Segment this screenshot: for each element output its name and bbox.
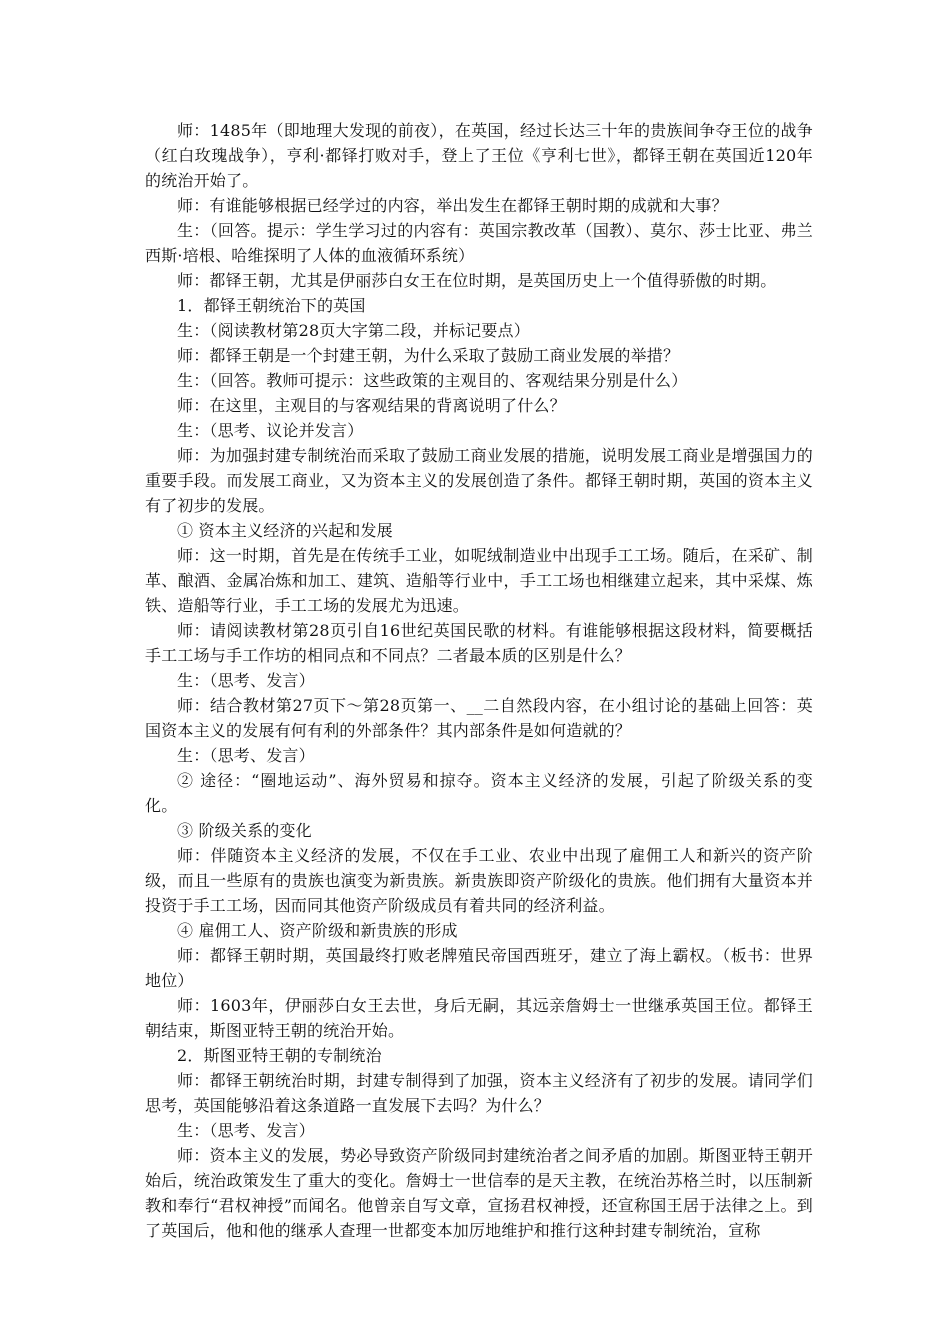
paragraph-22: 师：都铎王朝时期，英国最终打败老牌殖民帝国西班牙，建立了海上霸权。（板书：世界地位） (145, 946, 813, 990)
paragraph-20: 师：伴随资本主义经济的发展，不仅在手工业、农业中出现了雇佣工人和新兴的资产阶级，而且一些原有的贵族也演变为新贵族。新贵族即资产阶级化的贵族。他们拥有大量资本并投资于手工工场，因而同其他资产阶级成员有着共同的经济利益。 (145, 846, 813, 915)
paragraph-13: 师：这一时期，首先是在传统手工业，如呢绒制造业中出现手工工场。随后，在采矿、制革、酿酒、金属冶炼和加工、建筑、造船等行业中，手工工场也相继建立起来，其中采煤、炼铁、造船等行业，手工工场的发展尤为迅速。 (145, 546, 813, 615)
document-body (145, 118, 813, 1243)
paragraph-23: 师：1603年，伊丽莎白女王去世，身后无嗣，其远亲詹姆士一世继承英国王位。都铎王朝结束，斯图亚特王朝的统治开始。 (145, 996, 813, 1040)
paragraph-14: 师：请阅读教材第28页引自16世纪英国民歌的材料。有谁能够根据这段材料，简要概括手工工场与手工作坊的相同点和不同点？二者最本质的区别是什么？ (145, 621, 813, 665)
paragraph-26: 生：（思考、发言） (177, 1121, 315, 1140)
section-heading-1: 1．都铎王朝统治下的英国 (177, 296, 366, 315)
paragraph-4: 师：都铎王朝，尤其是伊丽莎白女王在位时期，是英国历史上一个值得骄傲的时期。 (177, 271, 777, 290)
paragraph-9: 师：在这里，主观目的与客观结果的背离说明了什么？ (177, 396, 566, 415)
paragraph-15: 生：（思考、发言） (177, 671, 315, 690)
paragraph-25: 师：都铎王朝统治时期，封建专制得到了加强，资本主义经济有了初步的发展。请同学们思考，英国能够沿着这条道路一直发展下去吗？为什么？ (145, 1071, 813, 1115)
paragraph-11: 师：为加强封建专制统治而采取了鼓励工商业发展的措施，说明发展工商业是增强国力的重要手段。而发展工商业，又为资本主义的发展创造了条件。都铎王朝时期，英国的资本主义有了初步的发展。 (145, 446, 813, 515)
paragraph-17: 生：（思考、发言） (177, 746, 315, 765)
subheading-2: ② 途径：“圈地运动”、海外贸易和掠夺。资本主义经济的发展，引起了阶级关系的变化。 (145, 771, 813, 815)
paragraph-8: 生：（回答。教师可提示：这些政策的主观目的、客观结果分别是什么） (177, 371, 688, 390)
paragraph-6: 生：（阅读教材第28页大字第二段，并标记要点） (177, 321, 530, 340)
section-heading-2: 2．斯图亚特王朝的专制统治 (177, 1046, 382, 1065)
paragraph-16: 师：结合教材第27页下～第28页第一、__二自然段内容，在小组讨论的基础上回答：英国资本主义的发展有何有利的外部条件？其内部条件是如何造就的？ (145, 696, 813, 740)
subheading-4: ④ 雇佣工人、资产阶级和新贵族的形成 (177, 921, 458, 940)
paragraph-3: 生：（回答。提示：学生学习过的内容有：英国宗教改革（国教）、莫尔、莎士比亚、弗兰西斯·培根、哈维探明了人体的血液循环系统） (145, 221, 813, 265)
subheading-3: ③ 阶级关系的变化 (177, 821, 312, 840)
paragraph-1: 师：1485年（即地理大发现的前夜），在英国，经过长达三十年的贵族间争夺王位的战争（红白玫瑰战争），亨利·都铎打败对手，登上了王位《亨利七世》，都铎王朝在英国近120年的统治开始了。 (145, 121, 813, 190)
paragraph-27: 师：资本主义的发展，势必导致资产阶级同封建统治者之间矛盾的加剧。斯图亚特王朝开始后，统治政策发生了重大的变化。詹姆士一世信奉的是天主教，在统治苏格兰时，以压制新教和奉行“君权神授”而闻名。他曾亲自写文章，宣扬君权神授，还宣称国王居于法律之上。到了英国后，他和他的继承人查理一世都变本加厉地维护和推行这种封建专制统治，宣称 (145, 1146, 813, 1240)
paragraph-7: 师：都铎王朝是一个封建王朝，为什么采取了鼓励工商业发展的举措？ (177, 346, 680, 365)
paragraph-10: 生：（思考、议论并发言） (177, 421, 364, 440)
paragraph-2: 师：有谁能够根据已经学过的内容，举出发生在都铎王朝时期的成就和大事？ (177, 196, 728, 215)
subheading-1: ① 资本主义经济的兴起和发展 (177, 521, 393, 540)
